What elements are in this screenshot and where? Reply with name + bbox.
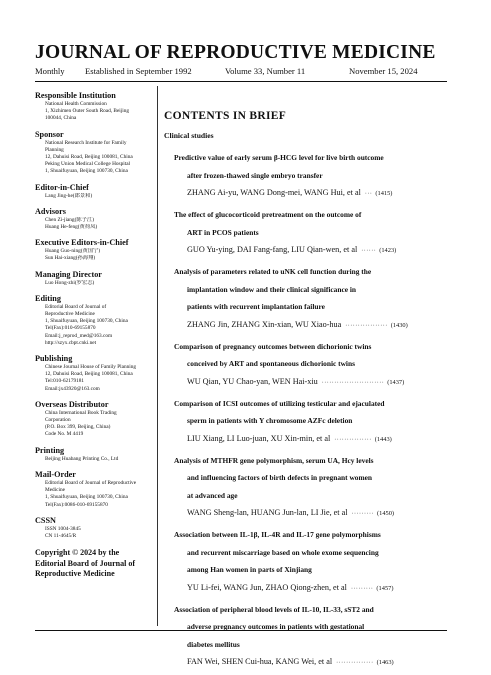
article-title-line: among Han women in parts of Xinjiang bbox=[187, 565, 312, 574]
frequency: Monthly bbox=[35, 66, 65, 76]
article-title-line: and influencing factors of birth defects in pregnant women bbox=[187, 473, 373, 482]
masthead-section bbox=[35, 469, 153, 509]
masthead-line: ISSN 1004-3845 bbox=[45, 525, 81, 532]
toc-article[interactable] bbox=[164, 263, 454, 335]
masthead-line: (P.O. Box 399, Beijing, China) bbox=[45, 424, 111, 431]
article-authors-row bbox=[174, 184, 454, 203]
masthead-line: 12, Dahuisi Road, Beijing 100081, China bbox=[45, 154, 133, 161]
toc-article[interactable] bbox=[164, 338, 454, 392]
masthead-section bbox=[35, 399, 153, 439]
masthead-line: Peking Union Medical College Hospital bbox=[45, 161, 131, 168]
masthead-section bbox=[35, 90, 153, 123]
article-title-line: diabetes mellitus bbox=[187, 639, 240, 649]
dot-leader: ························· bbox=[321, 379, 385, 386]
masthead-line: Planning bbox=[45, 146, 64, 153]
masthead-heading: Overseas Distributor bbox=[35, 399, 109, 409]
article-authors-row bbox=[174, 373, 454, 392]
column-divider bbox=[157, 86, 158, 626]
footer-rule bbox=[35, 630, 447, 631]
journal-meta-line bbox=[35, 66, 475, 76]
toc-article[interactable] bbox=[164, 206, 454, 260]
masthead-heading: Printing bbox=[35, 445, 65, 455]
masthead-line: Editorial Board of Journal of bbox=[45, 303, 107, 310]
masthead-line: Lang Jing-he(郎景和) bbox=[45, 192, 93, 199]
article-page-number: (1463) bbox=[376, 659, 394, 666]
masthead-line: China International Book Trading bbox=[45, 409, 117, 416]
article-authors-row bbox=[174, 316, 454, 335]
article-page-number: (1450) bbox=[377, 510, 395, 517]
masthead-line: Editorial Board of Journal of Reproductive bbox=[45, 479, 137, 486]
journal-title: JOURNAL OF REPRODUCTIVE MEDICINE bbox=[35, 42, 436, 63]
masthead-line: 1, Shuaifuyuan, Beijing 100730, China bbox=[45, 168, 128, 175]
toc-article[interactable] bbox=[164, 601, 454, 673]
dot-leader: ················· bbox=[345, 322, 388, 329]
masthead-section bbox=[35, 445, 153, 463]
masthead-section bbox=[35, 515, 153, 540]
article-authors: ZHANG Ai-yu, WANG Dong-mei, WANG Hui, et al bbox=[187, 188, 361, 197]
article-authors: GUO Yu-ying, DAI Fang-fang, LIU Qian-wen, et al bbox=[187, 245, 358, 254]
article-page-number: (1443) bbox=[374, 435, 392, 443]
masthead-line: Luo Hong-zhi(罗宏志) bbox=[45, 279, 95, 286]
masthead-line: Medicine bbox=[45, 487, 66, 494]
masthead-heading: Editor-in-Chief bbox=[35, 182, 89, 192]
issue-date: November 15, 2024 bbox=[349, 66, 418, 76]
masthead-line: Email:j_reprod_med@163.com bbox=[45, 332, 113, 339]
masthead-line: Sun Hai-xiang(孙海翔) bbox=[45, 255, 96, 262]
article-title-line: The effect of glucocorticoid pretreatment on the outcome of bbox=[174, 210, 362, 219]
masthead-line: Code No. M 4419 bbox=[45, 431, 84, 438]
toc-article[interactable] bbox=[164, 149, 454, 203]
masthead-line: Corporation bbox=[45, 417, 71, 424]
article-authors: YU Li-fei, WANG Jun, ZHAO Qiong-zhen, et al bbox=[187, 582, 347, 592]
article-title-line: Association of peripheral blood levels of IL-10, IL-33, sST2 and bbox=[174, 604, 374, 614]
article-authors-row bbox=[174, 241, 454, 260]
copyright-notice bbox=[35, 548, 153, 580]
masthead-line: 100044, China bbox=[45, 115, 77, 122]
masthead-line: Reproductive Medicine bbox=[45, 311, 95, 318]
article-page-number: (1423) bbox=[379, 247, 397, 254]
article-authors: WU Qian, YU Chao-yan, WEN Hai-xiu bbox=[187, 376, 318, 386]
article-title-line: after frozen-thawed single embryo transfer bbox=[187, 170, 323, 180]
article-authors: ZHANG Jin, ZHANG Xin-xian, WU Xiao-hua bbox=[187, 319, 342, 329]
masthead-line: Huang He-feng(黄荷凤) bbox=[45, 224, 98, 231]
masthead-line: Chen Zi-jiang(陈子江) bbox=[45, 216, 94, 223]
masthead-line: 12, Dahuisi Road, Beijing 100081, China bbox=[45, 371, 133, 378]
masthead-line: CN 11-4645/R bbox=[45, 532, 77, 539]
article-authors-row bbox=[174, 430, 454, 449]
dot-leader: ········· bbox=[351, 511, 375, 517]
article-list bbox=[164, 149, 454, 672]
article-title-line: ART in PCOS patients bbox=[187, 227, 259, 237]
masthead-heading: Executive Editors-in-Chief bbox=[35, 238, 129, 248]
masthead-heading: Responsible Institution bbox=[35, 91, 116, 100]
article-title-line: Predictive value of early serum β-HCG level for live birth outcome bbox=[174, 153, 384, 162]
masthead-section bbox=[35, 182, 153, 200]
masthead-line: National Research Institute for Family bbox=[45, 139, 127, 146]
article-title-line: Association between IL-1β, IL-4R and IL-17 gene polymorphisms bbox=[174, 530, 381, 539]
masthead-heading: Sponsor bbox=[35, 129, 64, 139]
masthead-line: http://szyx.cbpt.cnki.net bbox=[45, 339, 97, 346]
masthead-line: Chinese Journal House of Family Planning bbox=[45, 364, 137, 371]
masthead-line: National Health Commission bbox=[45, 101, 107, 107]
article-page-number: (1437) bbox=[387, 378, 405, 386]
article-authors-row bbox=[174, 653, 454, 672]
article-page-number: (1415) bbox=[375, 190, 393, 197]
article-authors: WANG Sheng-lan, HUANG Jun-lan, LI Jie, et al bbox=[187, 508, 348, 517]
article-title-line: Analysis of MTHFR gene polymorphism, serum UA, Hcy levels bbox=[174, 455, 374, 465]
masthead-line: Beijing Huabang Printing Co., Ltd bbox=[45, 455, 119, 462]
article-title-line: Comparison of pregnancy outcomes between dichorionic twins bbox=[174, 341, 372, 351]
dot-leader: ········· bbox=[350, 585, 374, 592]
article-title-line: and recurrent miscarriage based on whole exome sequencing bbox=[187, 547, 379, 557]
article-title-line: Comparison of ICSI outcomes of utilizing testicular and ejaculated bbox=[174, 398, 385, 408]
article-authors-row bbox=[174, 579, 454, 598]
masthead-sidebar bbox=[35, 90, 153, 580]
article-title-line: conceived by ART and spontaneous dichorionic twins bbox=[187, 359, 355, 368]
toc-article[interactable] bbox=[164, 526, 454, 598]
masthead-line: 1, Shuaifuyuan, Beijing 100730, China bbox=[45, 494, 128, 501]
article-title-line: Analysis of parameters related to uNK cell function during the bbox=[174, 267, 372, 276]
masthead-line: 1, Shuaifuyuan, Beijing 100730, China bbox=[45, 318, 128, 325]
masthead-line: 1, Xizhimen Outer South Road, Beijing bbox=[45, 108, 130, 115]
masthead-section bbox=[35, 206, 153, 231]
header-rule bbox=[35, 81, 447, 82]
masthead-section bbox=[35, 237, 153, 262]
volume-number: Volume 33, Number 11 bbox=[225, 66, 306, 76]
article-page-number: (1430) bbox=[390, 321, 408, 329]
article-authors: FAN Wei, SHEN Cui-hua, KANG Wei, et al bbox=[187, 657, 333, 666]
dot-leader: ······ bbox=[361, 248, 377, 254]
masthead-heading: Editing bbox=[35, 293, 61, 303]
article-title-line: at advanced age bbox=[187, 490, 238, 500]
contents-title: CONTENTS IN BRIEF bbox=[164, 110, 287, 122]
article-authors: LIU Xiang, LI Luo-juan, XU Xin-min, et al bbox=[187, 433, 331, 443]
article-title-line: sperm in patients with Y chromosome AZFc deletion bbox=[187, 416, 353, 425]
dot-leader: ··············· bbox=[336, 660, 374, 666]
masthead-heading: Managing Director bbox=[35, 269, 102, 279]
copyright-line: Copyright © 2024 by the bbox=[35, 548, 120, 558]
article-title-line: adverse pregnancy outcomes in patients with gestational bbox=[187, 622, 365, 631]
masthead-heading: Publishing bbox=[35, 354, 73, 364]
masthead-heading: Advisors bbox=[35, 206, 66, 216]
masthead-section bbox=[35, 269, 153, 287]
article-title-line: patients with recurrent implantation failure bbox=[187, 302, 325, 311]
masthead-line: Tel(Fax):010-69155870 bbox=[45, 325, 96, 332]
masthead-line: Tel(Fax):0086-010-69155870 bbox=[45, 501, 108, 508]
established: Established in September 1992 bbox=[85, 66, 192, 76]
masthead-line: Tel:010-62179181 bbox=[45, 378, 85, 385]
masthead-heading: CSSN bbox=[35, 515, 56, 525]
contents-column bbox=[164, 110, 454, 675]
masthead-heading: Mail-Order bbox=[35, 469, 76, 479]
dot-leader: ··············· bbox=[334, 436, 372, 443]
article-page-number: (1457) bbox=[376, 584, 394, 592]
masthead-section bbox=[35, 129, 153, 176]
masthead-line: Huang Guo-ning(黄国宁) bbox=[45, 248, 101, 255]
dot-leader: ··· bbox=[364, 191, 373, 197]
toc-article[interactable] bbox=[164, 452, 454, 524]
masthead-section bbox=[35, 353, 153, 393]
article-title-line: implantation window and their clinical significance in bbox=[187, 284, 357, 294]
masthead-line: Email:jx43920@163.com bbox=[45, 385, 100, 392]
article-authors-row bbox=[174, 504, 454, 523]
copyright-line: Editorial Board of Journal of bbox=[35, 558, 136, 568]
category-heading: Clinical studies bbox=[164, 131, 214, 140]
copyright-line: Reproductive Medicine bbox=[35, 569, 115, 579]
toc-article[interactable] bbox=[164, 395, 454, 449]
masthead-section bbox=[35, 293, 153, 347]
